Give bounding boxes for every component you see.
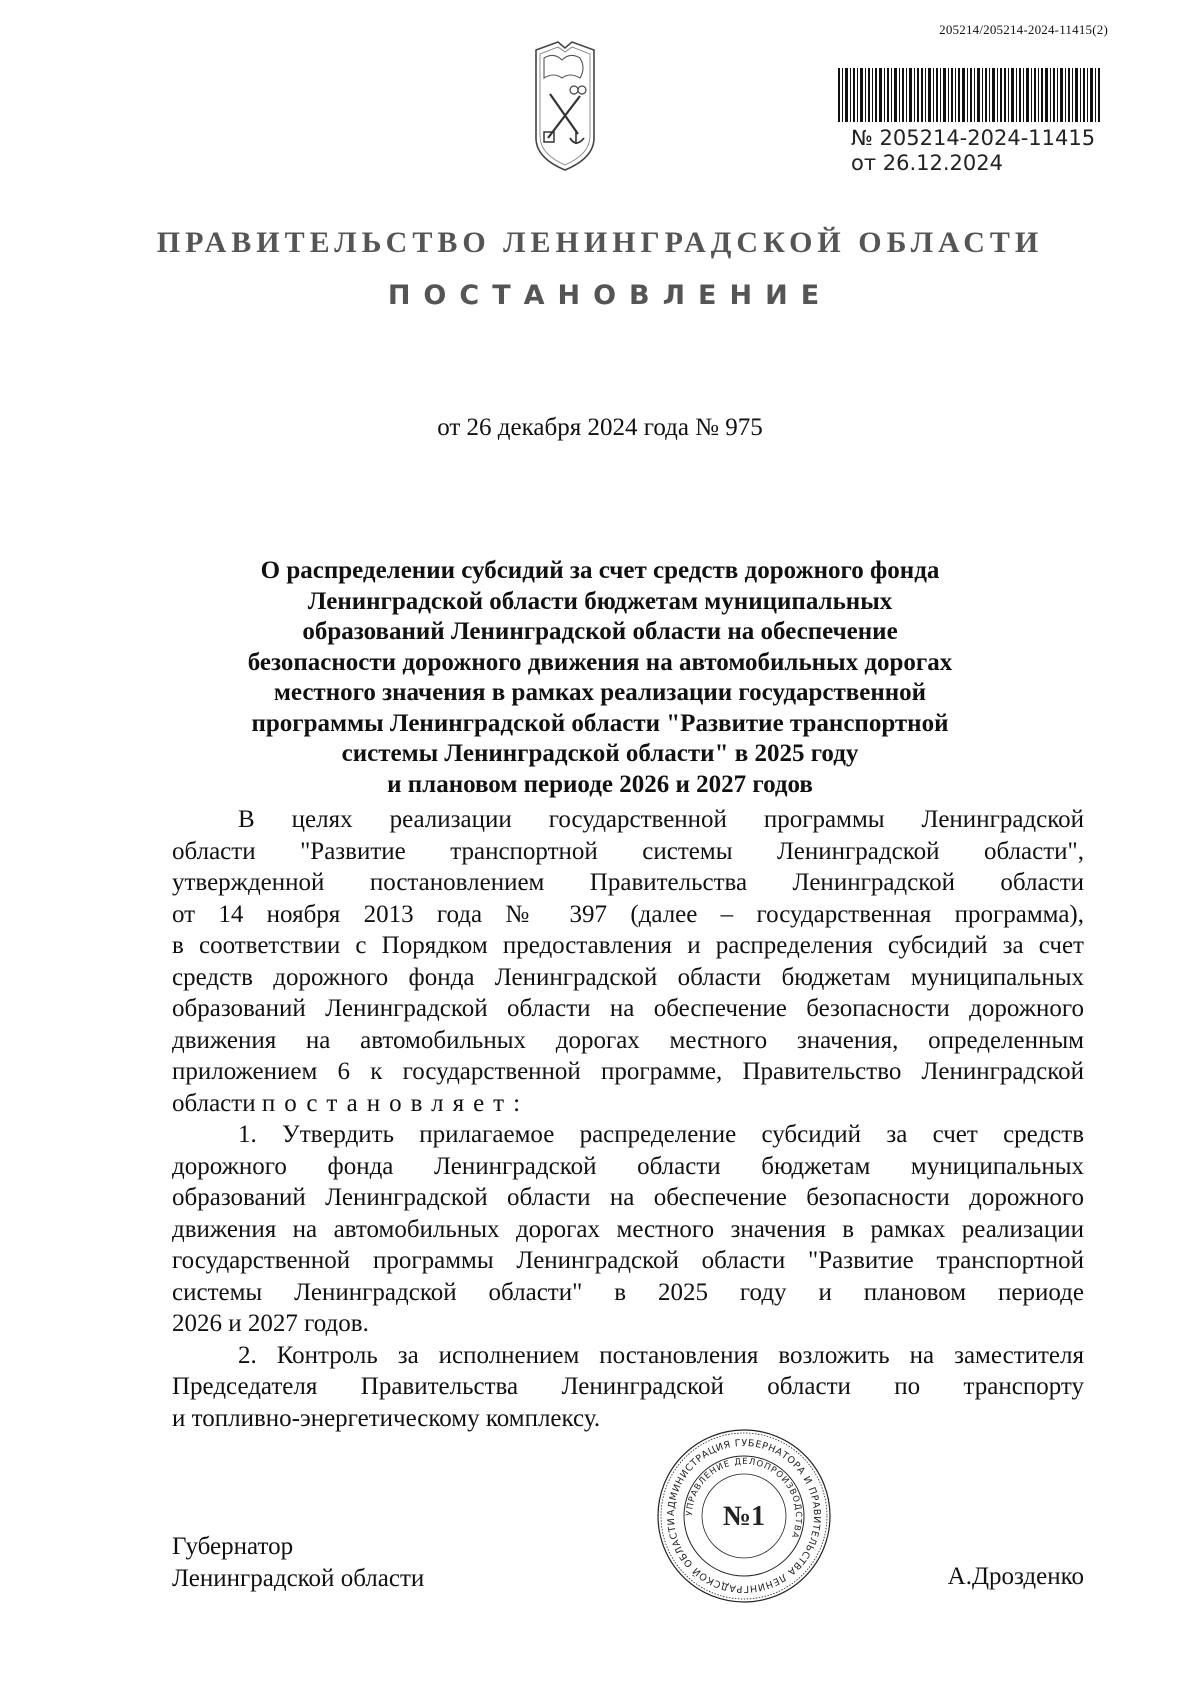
subject-line: системы Ленинградской области" в 2025 году [341,740,859,767]
body-line: средств дорожного фонда Ленинградской области бюджетам муниципальных [172,963,1084,991]
body-line: образований Ленинградской области на обеспечение безопасности дорожного [172,995,1084,1022]
body-line: утвержденной постановлением Правительства Ленинградской области [172,869,1084,896]
item-1-line: движения на автомобильных дорогах местного значения в рамках реализации [172,1215,1084,1243]
decree-prefix: области [172,1089,262,1117]
stamp-outer-text: АДМИНИСТРАЦИЯ ГУБЕРНАТОРА И ПРАВИТЕЛЬСТВА ЛЕНИНГРАДСКОЙ ОБЛАСТИ [665,1437,823,1595]
item-2-line: 2. Контроль за исполнением постановления возложить на заместителя [238,1341,1084,1369]
subject-line: местного значения в рамках реализации государственной [273,679,927,706]
stamp-number: №1 [722,1501,766,1532]
body-line: движения на автомобильных дорогах местного значения, определенным [172,1026,1084,1054]
document-type-title: ПОСТАНОВЛЕНИЕ [387,280,833,311]
item-2-line: Председателя Правительства Ленинградской области по транспорту [172,1373,1084,1400]
item-1-line: государственной программы Ленинградской области "Развитие транспортной [172,1247,1084,1274]
signer-position [172,1531,424,1595]
registration-number: № 205214-2024-11415 [851,126,1096,150]
registration-date: от 26.12.2024 [851,151,1003,175]
item-1-line: 2026 и 2027 годов. [172,1310,369,1337]
subject-line: О распределении субсидий за счет средств дорожного фонда [260,557,940,584]
body-line: В целях реализации государственной программы Ленинградской [238,806,1084,833]
leningrad-oblast-coat-of-arms-icon [530,38,600,174]
document-code: 205214/205214-2024-11415(2) [939,22,1108,37]
body-line-decree [172,1088,1084,1120]
barcode-icon [838,68,1100,122]
registration-info [851,126,1095,176]
subject-line: образований Ленинградской области на обеспечение [302,618,898,645]
item-2-line: и топливно-энергетическому комплексу. [172,1404,601,1432]
subject-line: и плановом периоде 2026 и 2027 годов [387,770,813,798]
resolution-body [172,804,1084,1434]
item-1-line: 1. Утвердить прилагаемое распределение субсидий за счет средств [238,1121,1084,1148]
signer-position-line: Губернатор [172,1533,294,1560]
body-line: области "Развитие транспортной системы Ленинградской области", [172,837,1084,865]
subject-line: программы Ленинградской области "Развитие транспортной [251,709,949,737]
official-seal-stamp [656,1428,832,1604]
resolution-date-number: от 26 декабря 2024 года № 975 [437,414,763,441]
stamp-inner-text: УПРАВЛЕНИЕ ДЕЛОПРОИЗВОДСТВА [684,1456,804,1540]
subject-line: Ленинградской области бюджетам муниципальных [307,587,893,615]
resolution-subject [200,556,1000,800]
body-line: приложением 6 к государственной программе, Правительство Ленинградской [172,1058,1084,1085]
signer-position-line: Ленинградской области [172,1565,425,1592]
body-line: от 14 ноября 2013 года № 397 (далее – государственная программа), [172,900,1084,928]
subject-line: безопасности дорожного движения на автомобильных дорогах [247,648,953,676]
authority-title: ПРАВИТЕЛЬСТВО ЛЕНИНГРАДСКОЙ ОБЛАСТИ [156,226,1044,259]
body-line: в соответствии с Порядком предоставления и распределения субсидий за счет [172,932,1084,959]
item-1-line: образований Ленинградской области на обеспечение безопасности дорожного [172,1184,1084,1211]
item-1-line: системы Ленинградской области" в 2025 году и плановом периоде [172,1278,1084,1306]
item-1-line: дорожного фонда Ленинградской области бюджетам муниципальных [172,1152,1084,1180]
decree-word: постановляет: [261,1089,530,1117]
signer-name: А.Дрозденко [947,1563,1084,1590]
